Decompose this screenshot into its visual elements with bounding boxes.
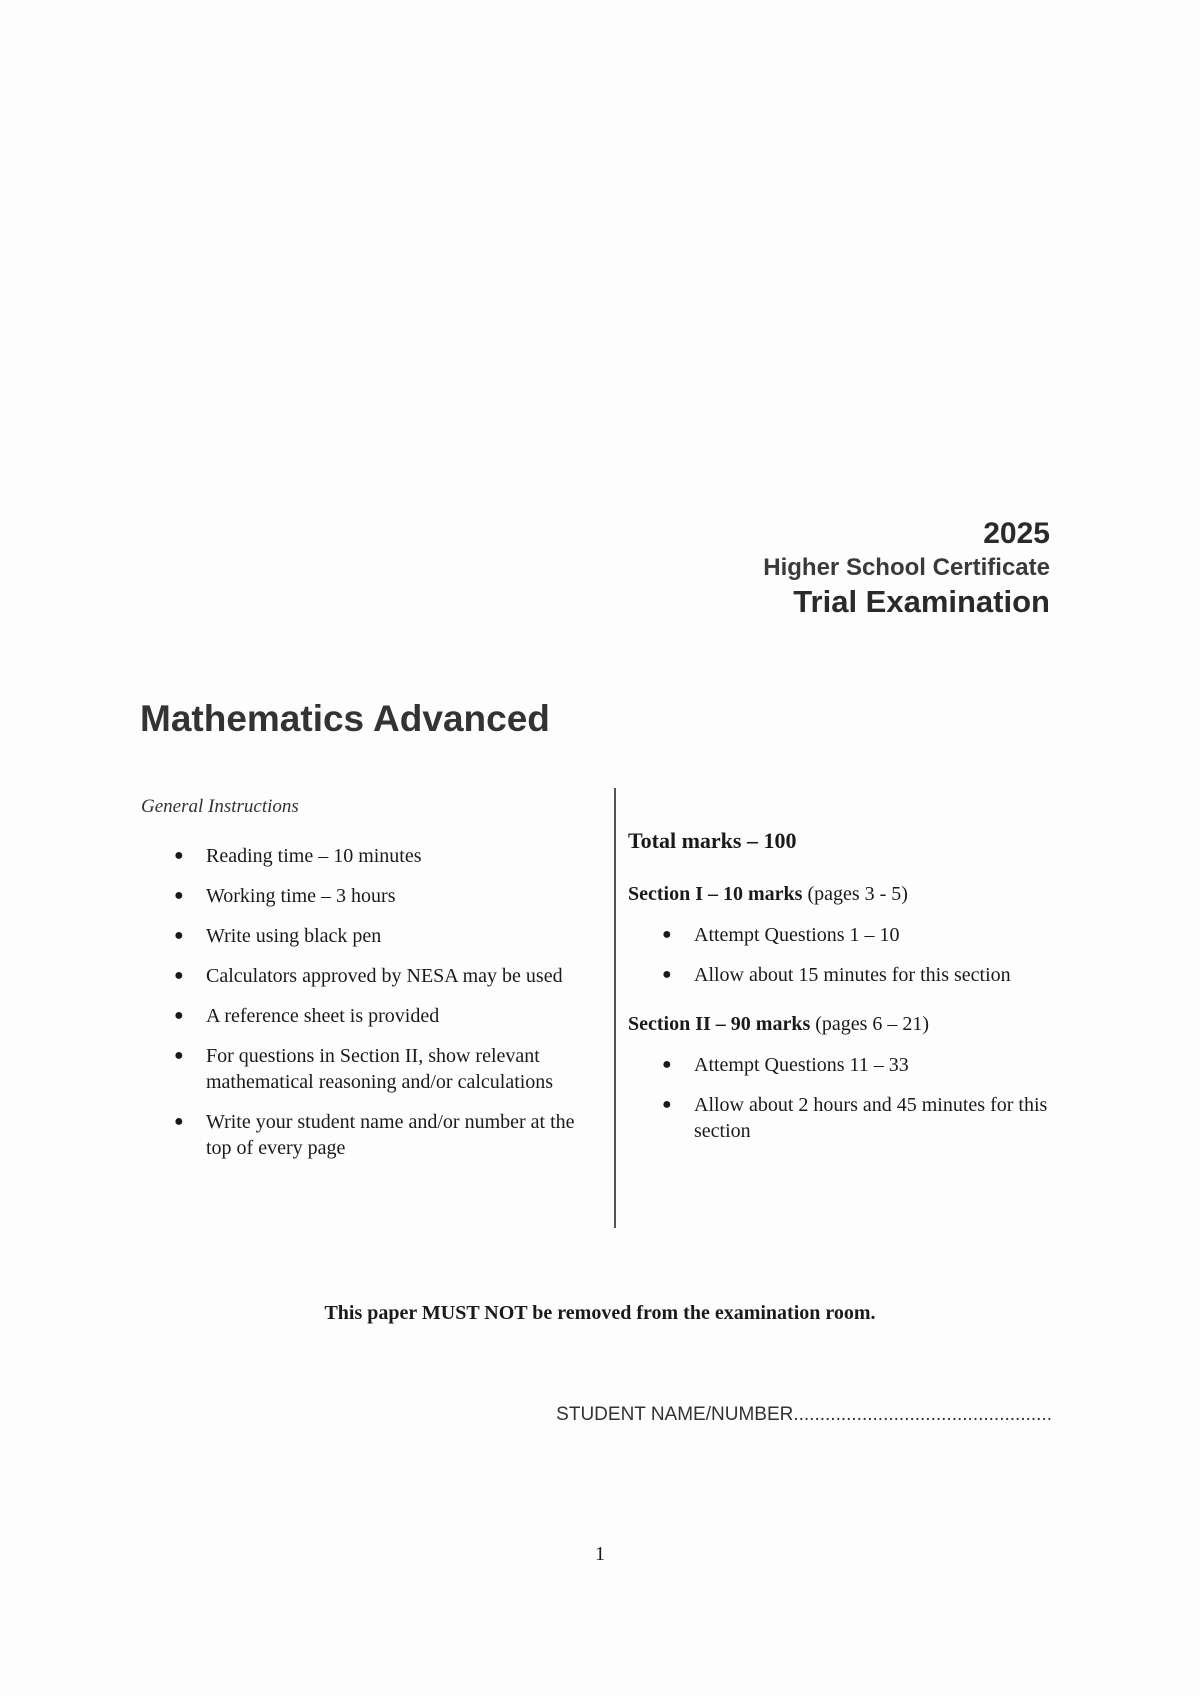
total-marks: Total marks – 100 — [628, 828, 797, 853]
column-divider — [614, 788, 616, 1228]
section-1-title: Section I – 10 marks (pages 3 - 5) — [628, 883, 908, 905]
section-item: ● Attempt Questions 11 – 33 — [662, 1054, 909, 1076]
certificate-title: Higher School Certificate — [763, 554, 1050, 581]
exam-header — [763, 515, 1050, 621]
subject-title: Mathematics Advanced — [140, 698, 550, 739]
bullet-icon: ● — [662, 1056, 672, 1073]
general-instructions-heading: General Instructions — [141, 796, 299, 817]
exam-year: 2025 — [983, 517, 1050, 550]
page-number: 1 — [595, 1543, 605, 1565]
bullet-icon: ● — [174, 1047, 184, 1064]
section-1-list — [656, 922, 1056, 1002]
bullet-icon: ● — [662, 966, 672, 983]
section-2-title: Section II – 90 marks (pages 6 – 21) — [628, 1013, 930, 1035]
instruction-item: ● A reference sheet is provided — [174, 1005, 440, 1027]
instruction-item: ● Working time – 3 hours — [174, 885, 396, 907]
bullet-icon: ● — [174, 1007, 184, 1024]
exam-room-notice: This paper MUST NOT be removed from the examination room. — [324, 1302, 876, 1324]
instruction-item: ● Calculators approved by NESA may be used — [174, 965, 563, 987]
bullet-icon: ● — [174, 887, 184, 904]
bullet-icon: ● — [174, 847, 184, 864]
bullet-icon: ● — [662, 1096, 672, 1113]
section-item: ● Allow about 2 hours and 45 minutes for this section — [662, 1094, 1048, 1142]
bullet-icon: ● — [174, 927, 184, 944]
exam-title: Trial Examination — [793, 584, 1050, 619]
section-item: ● Attempt Questions 1 – 10 — [662, 924, 900, 946]
instruction-item: ● For questions in Section II, show relevant mathematical reasoning and/or calculations — [174, 1045, 554, 1093]
section-2-list — [656, 1052, 1056, 1158]
general-instructions-list — [168, 843, 575, 1175]
bullet-icon: ● — [662, 926, 672, 943]
student-name-field: STUDENT NAME/NUMBER................................................. — [556, 1404, 1052, 1425]
section-item: ● Allow about 15 minutes for this section — [662, 964, 1011, 986]
instruction-item: ● Write using black pen — [174, 925, 382, 947]
bullet-icon: ● — [174, 967, 184, 984]
bullet-icon: ● — [174, 1113, 184, 1130]
instruction-item: ● Reading time – 10 minutes — [174, 845, 422, 867]
instruction-item: ● Write your student name and/or number at the top of every page — [174, 1111, 575, 1159]
